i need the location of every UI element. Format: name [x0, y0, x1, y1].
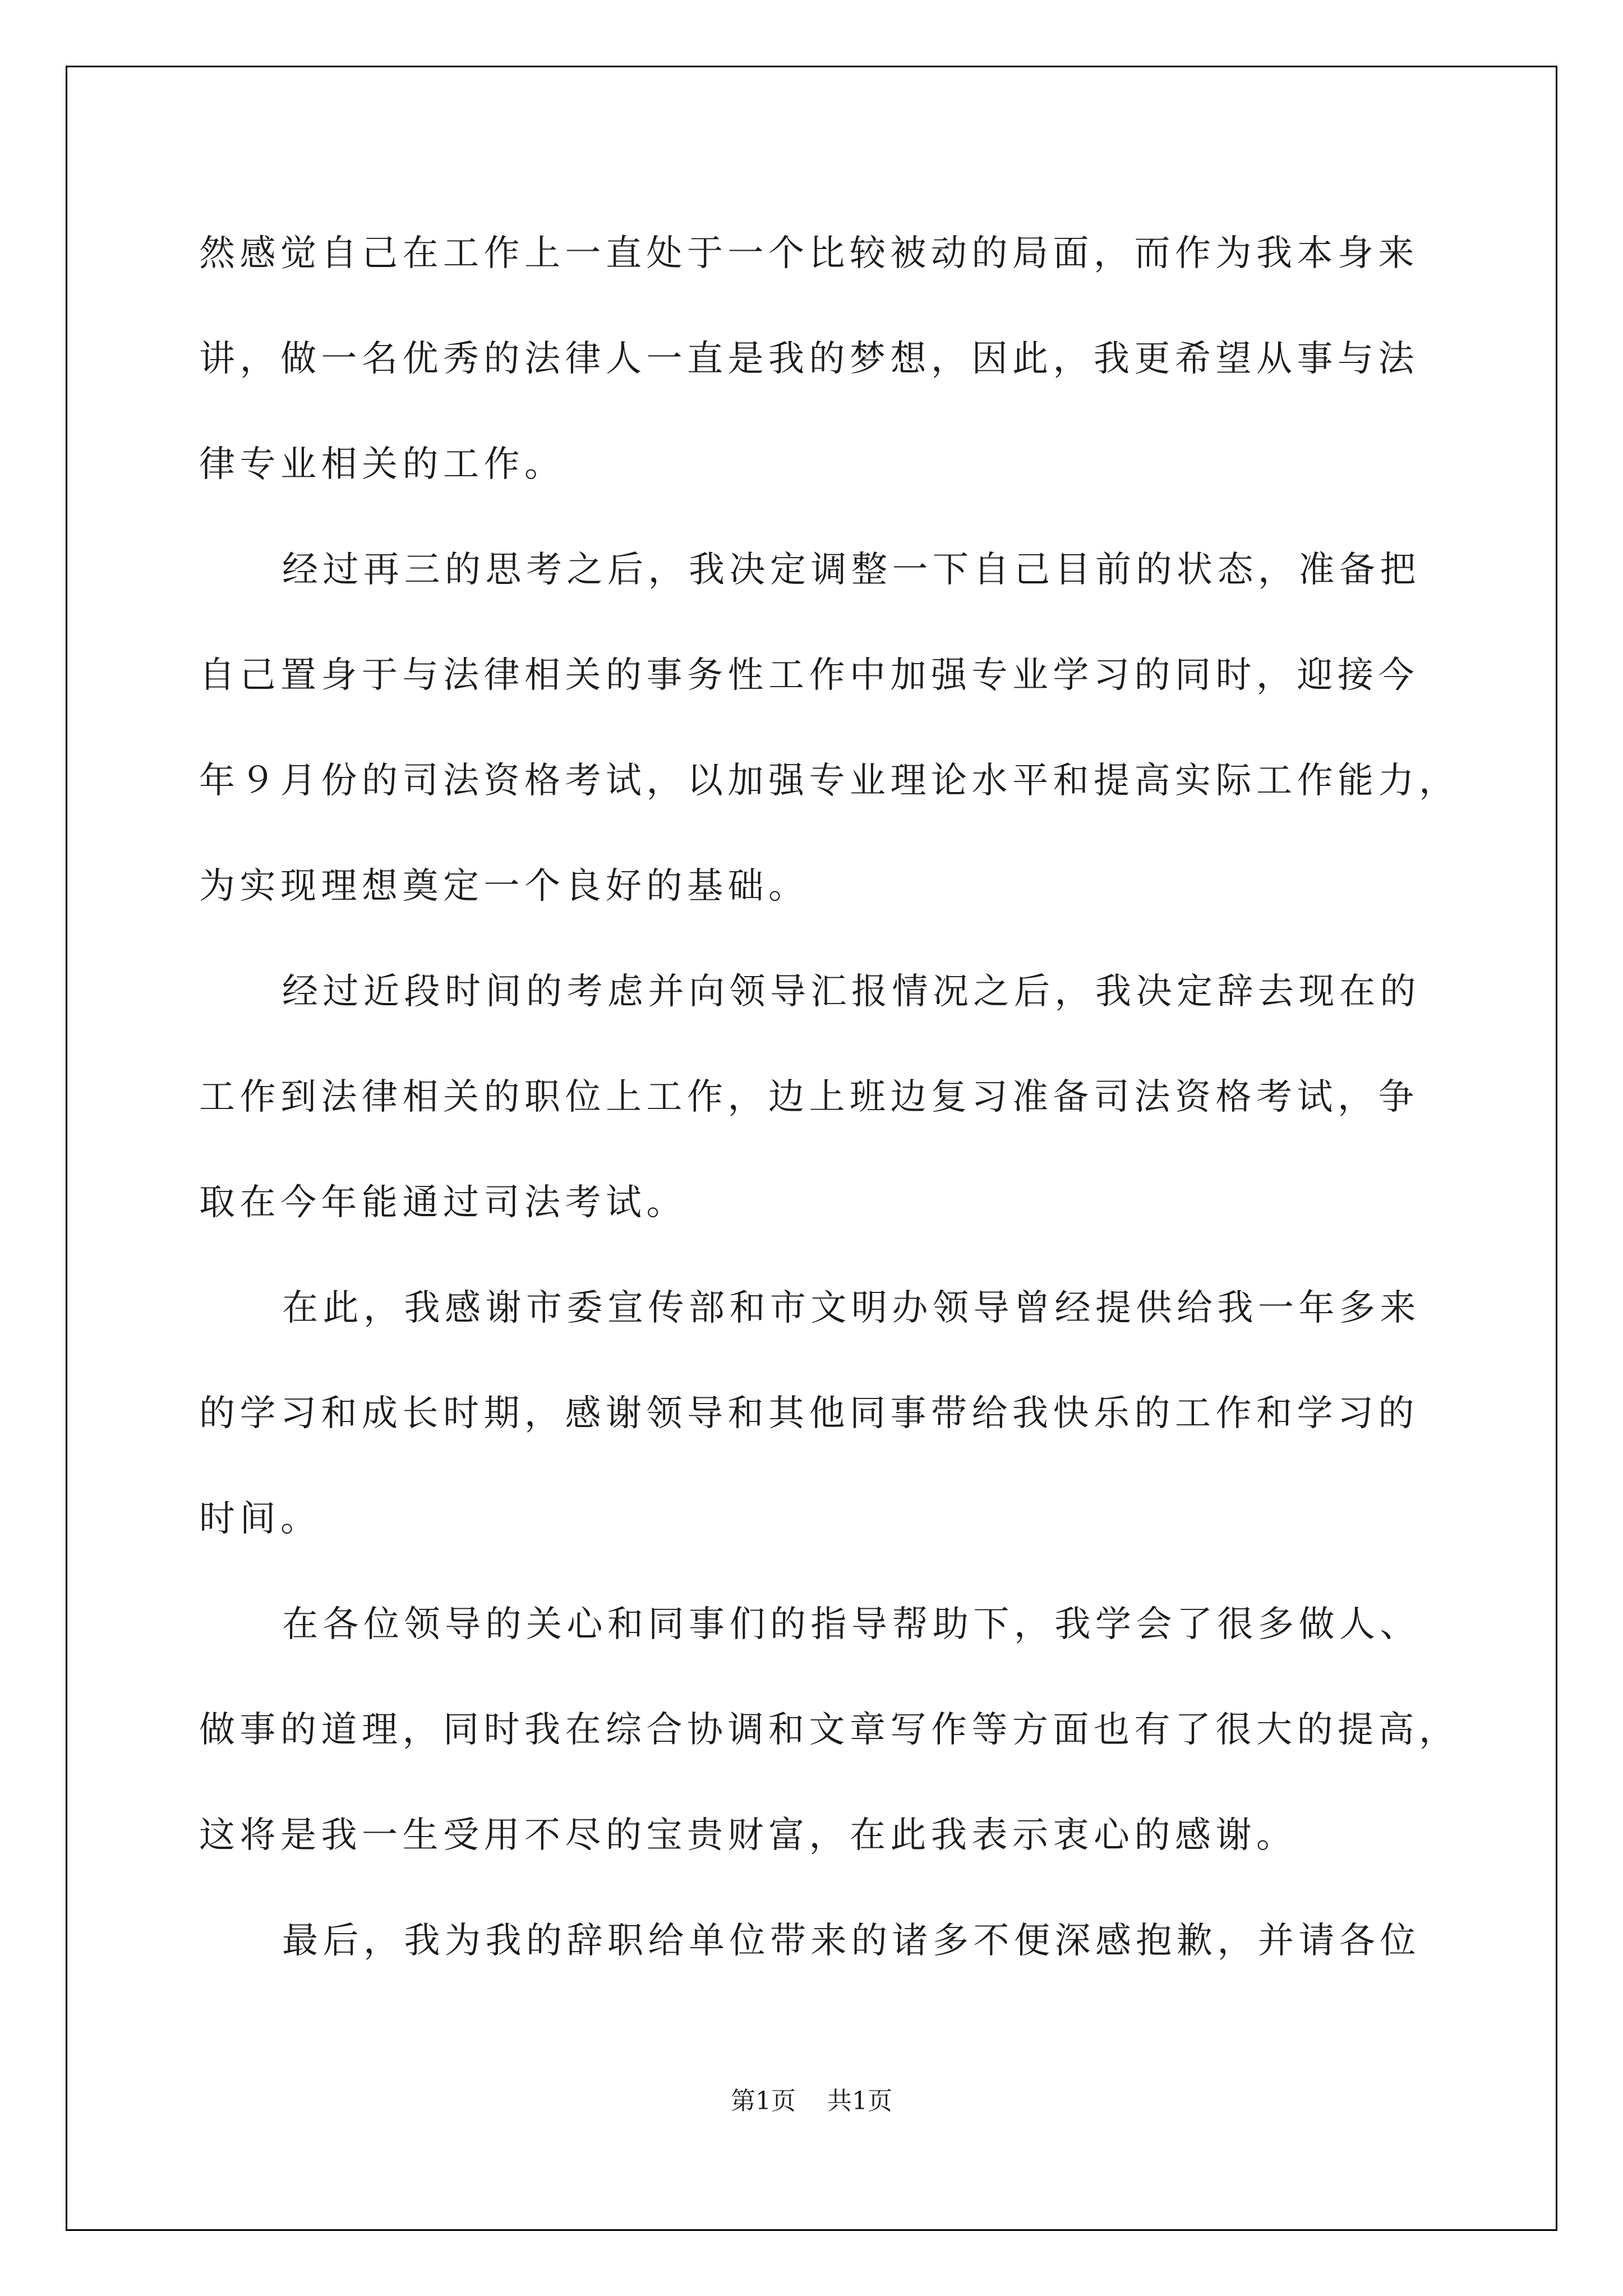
page-total: 共1页: [827, 2087, 892, 2115]
text-line: 这将是我一生受用不尽的宝贵财富，在此我表示衷心的感谢。: [199, 1815, 1297, 1856]
page-footer: [0, 2086, 1623, 2117]
text-line: 最后，我为我的辞职给单位带来的诸多不便深感抱歉，并请各位: [282, 1920, 1421, 1962]
text-line: 经过近段时间的考虑并向领导汇报情况之后，我决定辞去现在的: [282, 971, 1421, 1013]
text-line: 年９月份的司法资格考试，以加强专业理论水平和提高实际工作能力，: [199, 760, 1460, 802]
text-line: 自己置身于与法律相关的事务性工作中加强专业学习的同时，迎接今: [199, 655, 1419, 696]
page-number: 第1页: [731, 2087, 796, 2115]
page-border: [66, 66, 1557, 2231]
text-line: 讲，做一名优秀的法律人一直是我的梦想，因此，我更希望从事与法: [199, 338, 1419, 380]
text-line: 在此，我感谢市委宣传部和市文明办领导曾经提供给我一年多来: [282, 1287, 1421, 1329]
text-line: 然感觉自己在工作上一直处于一个比较被动的局面，而作为我本身来: [199, 233, 1419, 274]
text-line: 在各位领导的关心和同事们的指导帮助下，我学会了很多做人、: [282, 1604, 1421, 1645]
text-line: 为实现理想奠定一个良好的基础。: [199, 866, 809, 907]
text-line: 工作到法律相关的职位上工作，边上班边复习准备司法资格考试，争: [199, 1076, 1419, 1118]
text-line: 律专业相关的工作。: [199, 444, 565, 485]
text-line: 时间。: [199, 1498, 321, 1540]
text-line: 的学习和成长时期，感谢领导和其他同事带给我快乐的工作和学习的: [199, 1393, 1419, 1434]
text-line: 取在今年能通过司法考试。: [199, 1182, 687, 1223]
text-line: 经过再三的思考之后，我决定调整一下自己目前的状态，准备把: [282, 549, 1421, 591]
text-line: 做事的道理，同时我在综合协调和文章写作等方面也有了很大的提高，: [199, 1709, 1460, 1751]
